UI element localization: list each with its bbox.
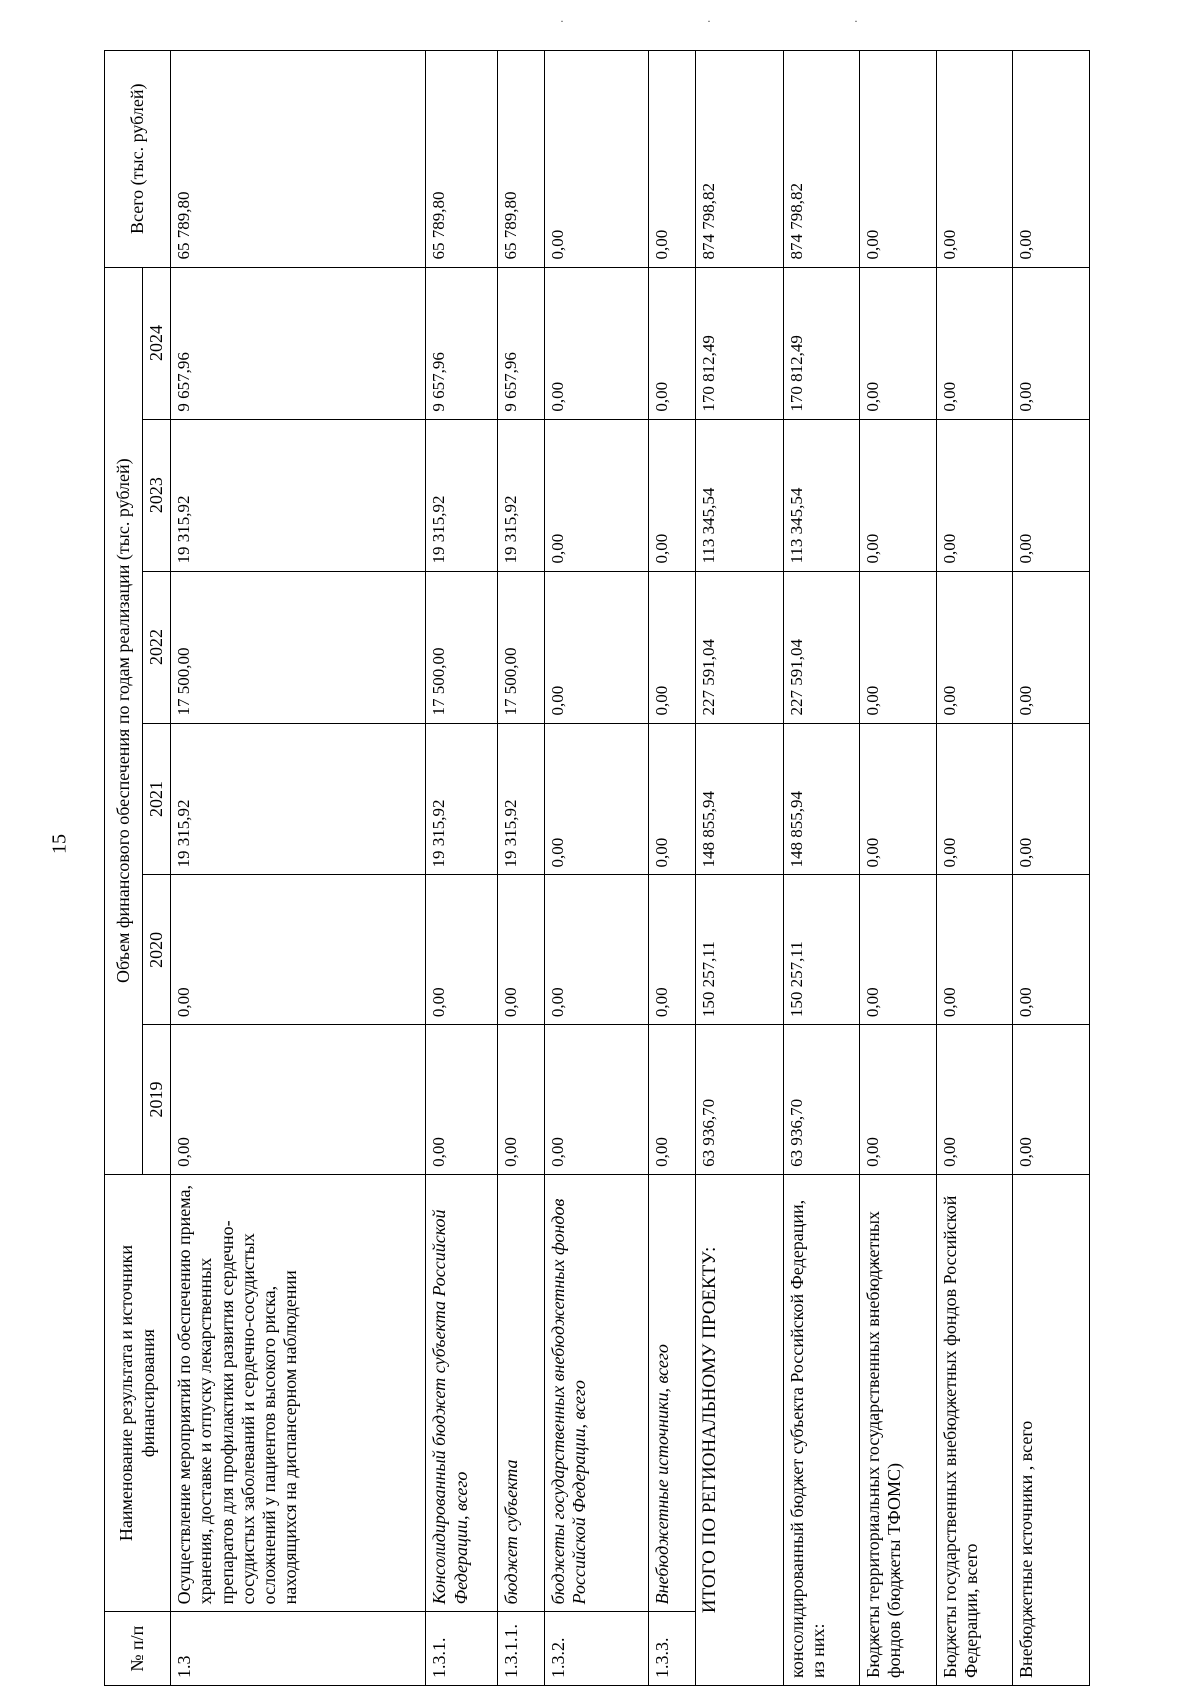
row-name: Внебюджетные источники, всего (649, 1174, 695, 1612)
header-volume: Объем финансового обеспечения по годам реализации (тыс. рублей) (105, 267, 143, 1174)
header-year-2022: 2022 (143, 571, 171, 723)
value-cell: 150 257,11 (783, 875, 860, 1025)
total-cell: 0,00 (649, 51, 695, 268)
page-number: 15 (48, 834, 71, 854)
value-cell: 0,00 (426, 1025, 498, 1175)
total-cell: 0,00 (544, 51, 648, 268)
header-year-2020: 2020 (143, 875, 171, 1025)
value-cell: 0,00 (498, 1025, 544, 1175)
value-cell: 63 936,70 (695, 1025, 783, 1175)
value-cell: 0,00 (860, 267, 937, 419)
value-cell: 9 657,96 (498, 267, 544, 419)
value-cell: 17 500,00 (426, 571, 498, 723)
value-cell: 19 315,92 (498, 723, 544, 875)
header-year-2019: 2019 (143, 1025, 171, 1175)
value-cell: 0,00 (860, 723, 937, 875)
value-cell: 0,00 (936, 419, 1013, 571)
header-year-2021: 2021 (143, 723, 171, 875)
value-cell: 19 315,92 (171, 419, 426, 571)
value-cell: 0,00 (544, 267, 648, 419)
value-cell: 113 345,54 (783, 419, 860, 571)
header-num: № п/п (105, 1612, 171, 1686)
header-total: Всего (тыс. рублей) (105, 51, 171, 268)
total-row (695, 51, 783, 1686)
value-cell: 0,00 (1013, 267, 1090, 419)
total-cell: 0,00 (1013, 51, 1090, 268)
value-cell: 170 812,49 (783, 267, 860, 419)
row-code: 1.3.2. (544, 1612, 648, 1686)
value-cell: 19 315,92 (171, 723, 426, 875)
financing-table (104, 50, 1090, 1686)
value-cell: 0,00 (1013, 571, 1090, 723)
value-cell: 0,00 (649, 419, 695, 571)
value-cell: 0,00 (860, 571, 937, 723)
value-cell: 0,00 (544, 571, 648, 723)
table-row (649, 51, 695, 1686)
value-cell: 0,00 (649, 723, 695, 875)
table-row (498, 51, 544, 1686)
value-cell: 0,00 (649, 1025, 695, 1175)
value-cell: 19 315,92 (426, 723, 498, 875)
value-cell: 0,00 (171, 875, 426, 1025)
value-cell: 0,00 (936, 571, 1013, 723)
table-row (426, 51, 498, 1686)
value-cell: 0,00 (498, 875, 544, 1025)
total-cell: 65 789,80 (498, 51, 544, 268)
value-cell: 17 500,00 (498, 571, 544, 723)
value-cell: 0,00 (544, 723, 648, 875)
value-cell: 0,00 (936, 1025, 1013, 1175)
summary-row (860, 51, 937, 1686)
value-cell: 113 345,54 (695, 419, 783, 571)
value-cell: 19 315,92 (498, 419, 544, 571)
value-cell: 148 855,94 (783, 723, 860, 875)
summary-row (1013, 51, 1090, 1686)
total-cell: 65 789,80 (171, 51, 426, 268)
total-cell: 65 789,80 (426, 51, 498, 268)
summary-row (936, 51, 1013, 1686)
row-code: 1.3 (171, 1612, 426, 1686)
summary-row-name: Внебюджетные источники , всего (1013, 1174, 1090, 1685)
value-cell: 0,00 (1013, 1025, 1090, 1175)
row-code: 1.3.3. (649, 1612, 695, 1686)
value-cell: 0,00 (426, 875, 498, 1025)
value-cell: 19 315,92 (426, 419, 498, 571)
table-row (544, 51, 648, 1686)
value-cell: 0,00 (649, 875, 695, 1025)
summary-row-name: Бюджеты государственных внебюджетных фондов Российской Федерации, всего (936, 1174, 1013, 1685)
value-cell: 148 855,94 (695, 723, 783, 875)
value-cell: 0,00 (936, 875, 1013, 1025)
value-cell: 0,00 (1013, 723, 1090, 875)
value-cell: 0,00 (171, 1025, 426, 1175)
row-code: 1.3.1. (426, 1612, 498, 1686)
row-name: бюджет субъекта (498, 1174, 544, 1612)
row-code: 1.3.1.1. (498, 1612, 544, 1686)
value-cell: 0,00 (1013, 875, 1090, 1025)
value-cell: 227 591,04 (695, 571, 783, 723)
value-cell: 0,00 (544, 419, 648, 571)
value-cell: 0,00 (544, 875, 648, 1025)
table-row (171, 51, 426, 1686)
value-cell: 0,00 (860, 1025, 937, 1175)
value-cell: 9 657,96 (426, 267, 498, 419)
value-cell: 9 657,96 (171, 267, 426, 419)
value-cell: 0,00 (649, 267, 695, 419)
total-row-label: ИТОГО ПО РЕГИОНАЛЬНОМУ ПРОЕКТУ: (695, 1174, 783, 1685)
header-year-2023: 2023 (143, 419, 171, 571)
value-cell: 63 936,70 (783, 1025, 860, 1175)
summary-row-name: консолидированный бюджет субъекта Российской Федерации, из них: (783, 1174, 860, 1685)
value-cell: 0,00 (936, 267, 1013, 419)
row-name: бюджеты государственных внебюджетных фондов Российской Федерации, всего (544, 1174, 648, 1612)
rotated-table-wrapper (104, 50, 1090, 1686)
value-cell: 0,00 (860, 419, 937, 571)
value-cell: 0,00 (1013, 419, 1090, 571)
header-year-2024: 2024 (143, 267, 171, 419)
header-name: Наименование результата и источники финансирования (105, 1174, 171, 1612)
summary-row (783, 51, 860, 1686)
value-cell: 150 257,11 (695, 875, 783, 1025)
value-cell: 170 812,49 (695, 267, 783, 419)
total-cell: 0,00 (860, 51, 937, 268)
row-name: Осуществление мероприятий по обеспечению приема, хранения, доставке и отпуску лекарственных препаратов для профилактики развития сердечно-сосудистых заболеваний и сердечно-сосудистых осложнений у пациентов высокого риска, находящихся на диспансерном наблюдении (171, 1174, 426, 1612)
total-cell: 874 798,82 (695, 51, 783, 268)
row-name: Консолидированный бюджет субъекта Российской Федерации, всего (426, 1174, 498, 1612)
scan-specks: · · · (560, 14, 928, 28)
value-cell: 0,00 (936, 723, 1013, 875)
value-cell: 227 591,04 (783, 571, 860, 723)
value-cell: 0,00 (860, 875, 937, 1025)
value-cell: 0,00 (649, 571, 695, 723)
value-cell: 17 500,00 (171, 571, 426, 723)
value-cell: 0,00 (544, 1025, 648, 1175)
summary-row-name: Бюджеты территориальных государственных внебюджетных фондов (бюджеты ТФОМС) (860, 1174, 937, 1685)
total-cell: 874 798,82 (783, 51, 860, 268)
total-cell: 0,00 (936, 51, 1013, 268)
